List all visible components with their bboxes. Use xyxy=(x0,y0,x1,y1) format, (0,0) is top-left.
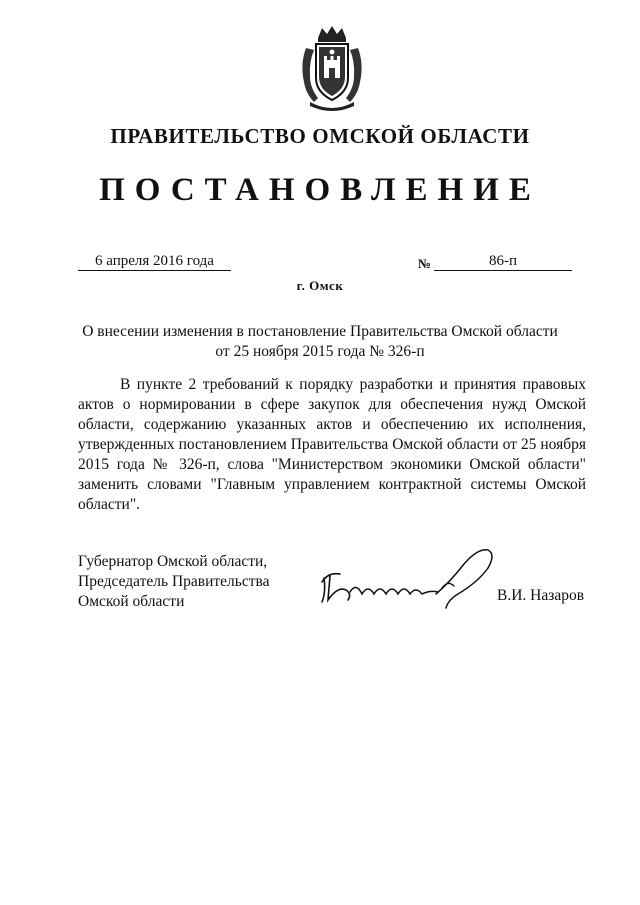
signer-position xyxy=(78,552,270,612)
handwritten-signature xyxy=(318,542,498,612)
document-number: 86-п xyxy=(434,252,572,271)
subject-line: от 25 ноября 2015 года № 326-п xyxy=(215,343,425,360)
document-date: 6 апреля 2016 года xyxy=(78,252,231,271)
signer-position-line: Губернатор Омской области, xyxy=(78,553,268,570)
signer-position-line: Омской области xyxy=(78,593,185,610)
document-city: г. Омск xyxy=(296,278,344,293)
coat-of-arms-icon xyxy=(296,24,368,112)
government-title: ПРАВИТЕЛЬСТВО ОМСКОЙ ОБЛАСТИ xyxy=(110,124,530,148)
signer-position-line: Председатель Правительства xyxy=(78,573,270,590)
number-sign: № xyxy=(418,256,432,271)
document-type-title: ПОСТАНОВЛЕНИЕ xyxy=(99,172,541,208)
body-paragraph: В пункте 2 требований к порядку разработки и принятия правовых актов о нормировании в сфере закупок для обеспечения нужд Омской области, содержанию указанных актов и обеспечению их исполнения, утвержденных постановлением Правительства Омской области от 25 ноября 2015 года № 326-п, слова "Министерством экономики Омской области" заменить словами "Главным управлением контрактной системы Омской области". xyxy=(78,376,586,513)
signer-name: В.И. Назаров xyxy=(497,587,585,604)
subject-line: О внесении изменения в постановление Правительства Омской области xyxy=(82,323,558,340)
document-subject xyxy=(60,322,580,362)
